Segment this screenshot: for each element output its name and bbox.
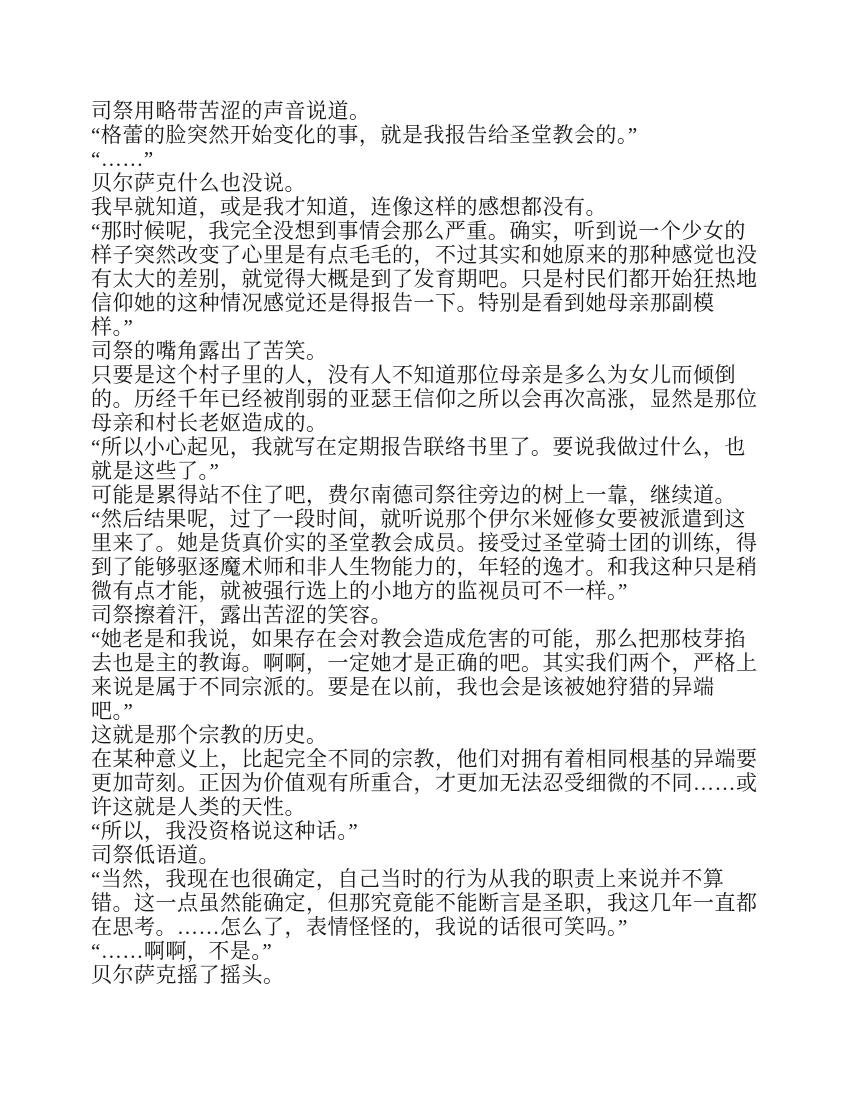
text-line: 样子突然改变了心里是有点毛毛的，不过其实和她原来的那种感觉也没: [91, 243, 758, 267]
text-line: “……啊啊，不是。”: [91, 939, 273, 963]
text-line: “格蕾的脸突然开始变化的事，就是我报告给圣堂教会的。”: [91, 123, 638, 147]
text-line: 司祭的嘴角露出了苦笑。: [91, 339, 328, 363]
text-line: “然后结果呢，过了一段时间，就听说那个伊尔米娅修女要被派遣到这: [91, 507, 746, 531]
text-line: 只要是这个村子里的人，没有人不知道那位母亲是多么为女儿而倾倒: [91, 363, 736, 387]
text-line: 可能是累得站不住了吧，费尔南德司祭往旁边的树上一靠，继续道。: [91, 483, 736, 507]
text-block: [91, 99, 783, 987]
text-line: 这就是那个宗教的历史。: [91, 723, 328, 747]
text-line: 信仰她的这种情况感觉还是得报告一下。特别是看到她母亲那副模: [91, 291, 715, 315]
text-line: 贝尔萨克摇了摇头。: [91, 963, 285, 987]
text-line: “所以，我没资格说这种话。”: [91, 819, 359, 843]
text-line: 到了能够驱逐魔术师和非人生物能力的，年轻的逸才。和我这种只是稍: [91, 555, 758, 579]
text-line: 我早就知道，或是我才知道，连像这样的感想都没有。: [91, 195, 607, 219]
text-line: 就是这些了。”: [91, 459, 220, 483]
text-line: 里来了。她是货真价实的圣堂教会成员。接受过圣堂骑士团的训练，得: [91, 531, 758, 555]
text-line: “……”: [91, 147, 154, 171]
text-line: 许这就是人类的天性。: [91, 795, 306, 819]
text-line: “当然，我现在也很确定，自己当时的行为从我的职责上来说并不算: [91, 867, 725, 891]
text-line: 去也是主的教诲。啊啊，一定她才是正确的吧。其实我们两个，严格上: [91, 651, 758, 675]
text-line: 贝尔萨克什么也没说。: [91, 171, 306, 195]
text-line: 吧。”: [91, 699, 134, 723]
text-line: 更加苛刻。正因为价值观有所重合，才更加无法忍受细微的不同……或: [91, 771, 758, 795]
text-line: 母亲和村长老妪造成的。: [91, 411, 328, 435]
text-line: 司祭擦着汗，露出苦涩的笑容。: [91, 603, 392, 627]
text-line: 司祭低语道。: [91, 843, 220, 867]
text-line: “她老是和我说，如果存在会对教会造成危害的可能，那么把那枝芽掐: [91, 627, 746, 651]
text-line: 司祭用略带苦涩的声音说道。: [91, 99, 371, 123]
text-line: 错。这一点虽然能确定，但那究竟能不能断言是圣职，我这几年一直都: [91, 891, 758, 915]
text-line: 样。”: [91, 315, 134, 339]
text-line: 微有点才能，就被强行选上的小地方的监视员可不一样。”: [91, 579, 628, 603]
text-line: 在思考。……怎么了，表情怪怪的，我说的话很可笑吗。”: [91, 915, 628, 939]
text-line: 有太大的差别，就觉得大概是到了发育期吧。只是村民们都开始狂热地: [91, 267, 758, 291]
text-line: 在某种意义上，比起完全不同的宗教，他们对拥有着相同根基的异端要: [91, 747, 758, 771]
text-line: “所以小心起见，我就写在定期报告联络书里了。要说我做过什么，也: [91, 435, 746, 459]
text-line: 来说是属于不同宗派的。要是在以前，我也会是该被她狩猎的异端: [91, 675, 715, 699]
text-line: 的。历经千年已经被削弱的亚瑟王信仰之所以会再次高涨，显然是那位: [91, 387, 758, 411]
text-line: “那时候呢，我完全没想到事情会那么严重。确实，听到说一个少女的: [91, 219, 746, 243]
